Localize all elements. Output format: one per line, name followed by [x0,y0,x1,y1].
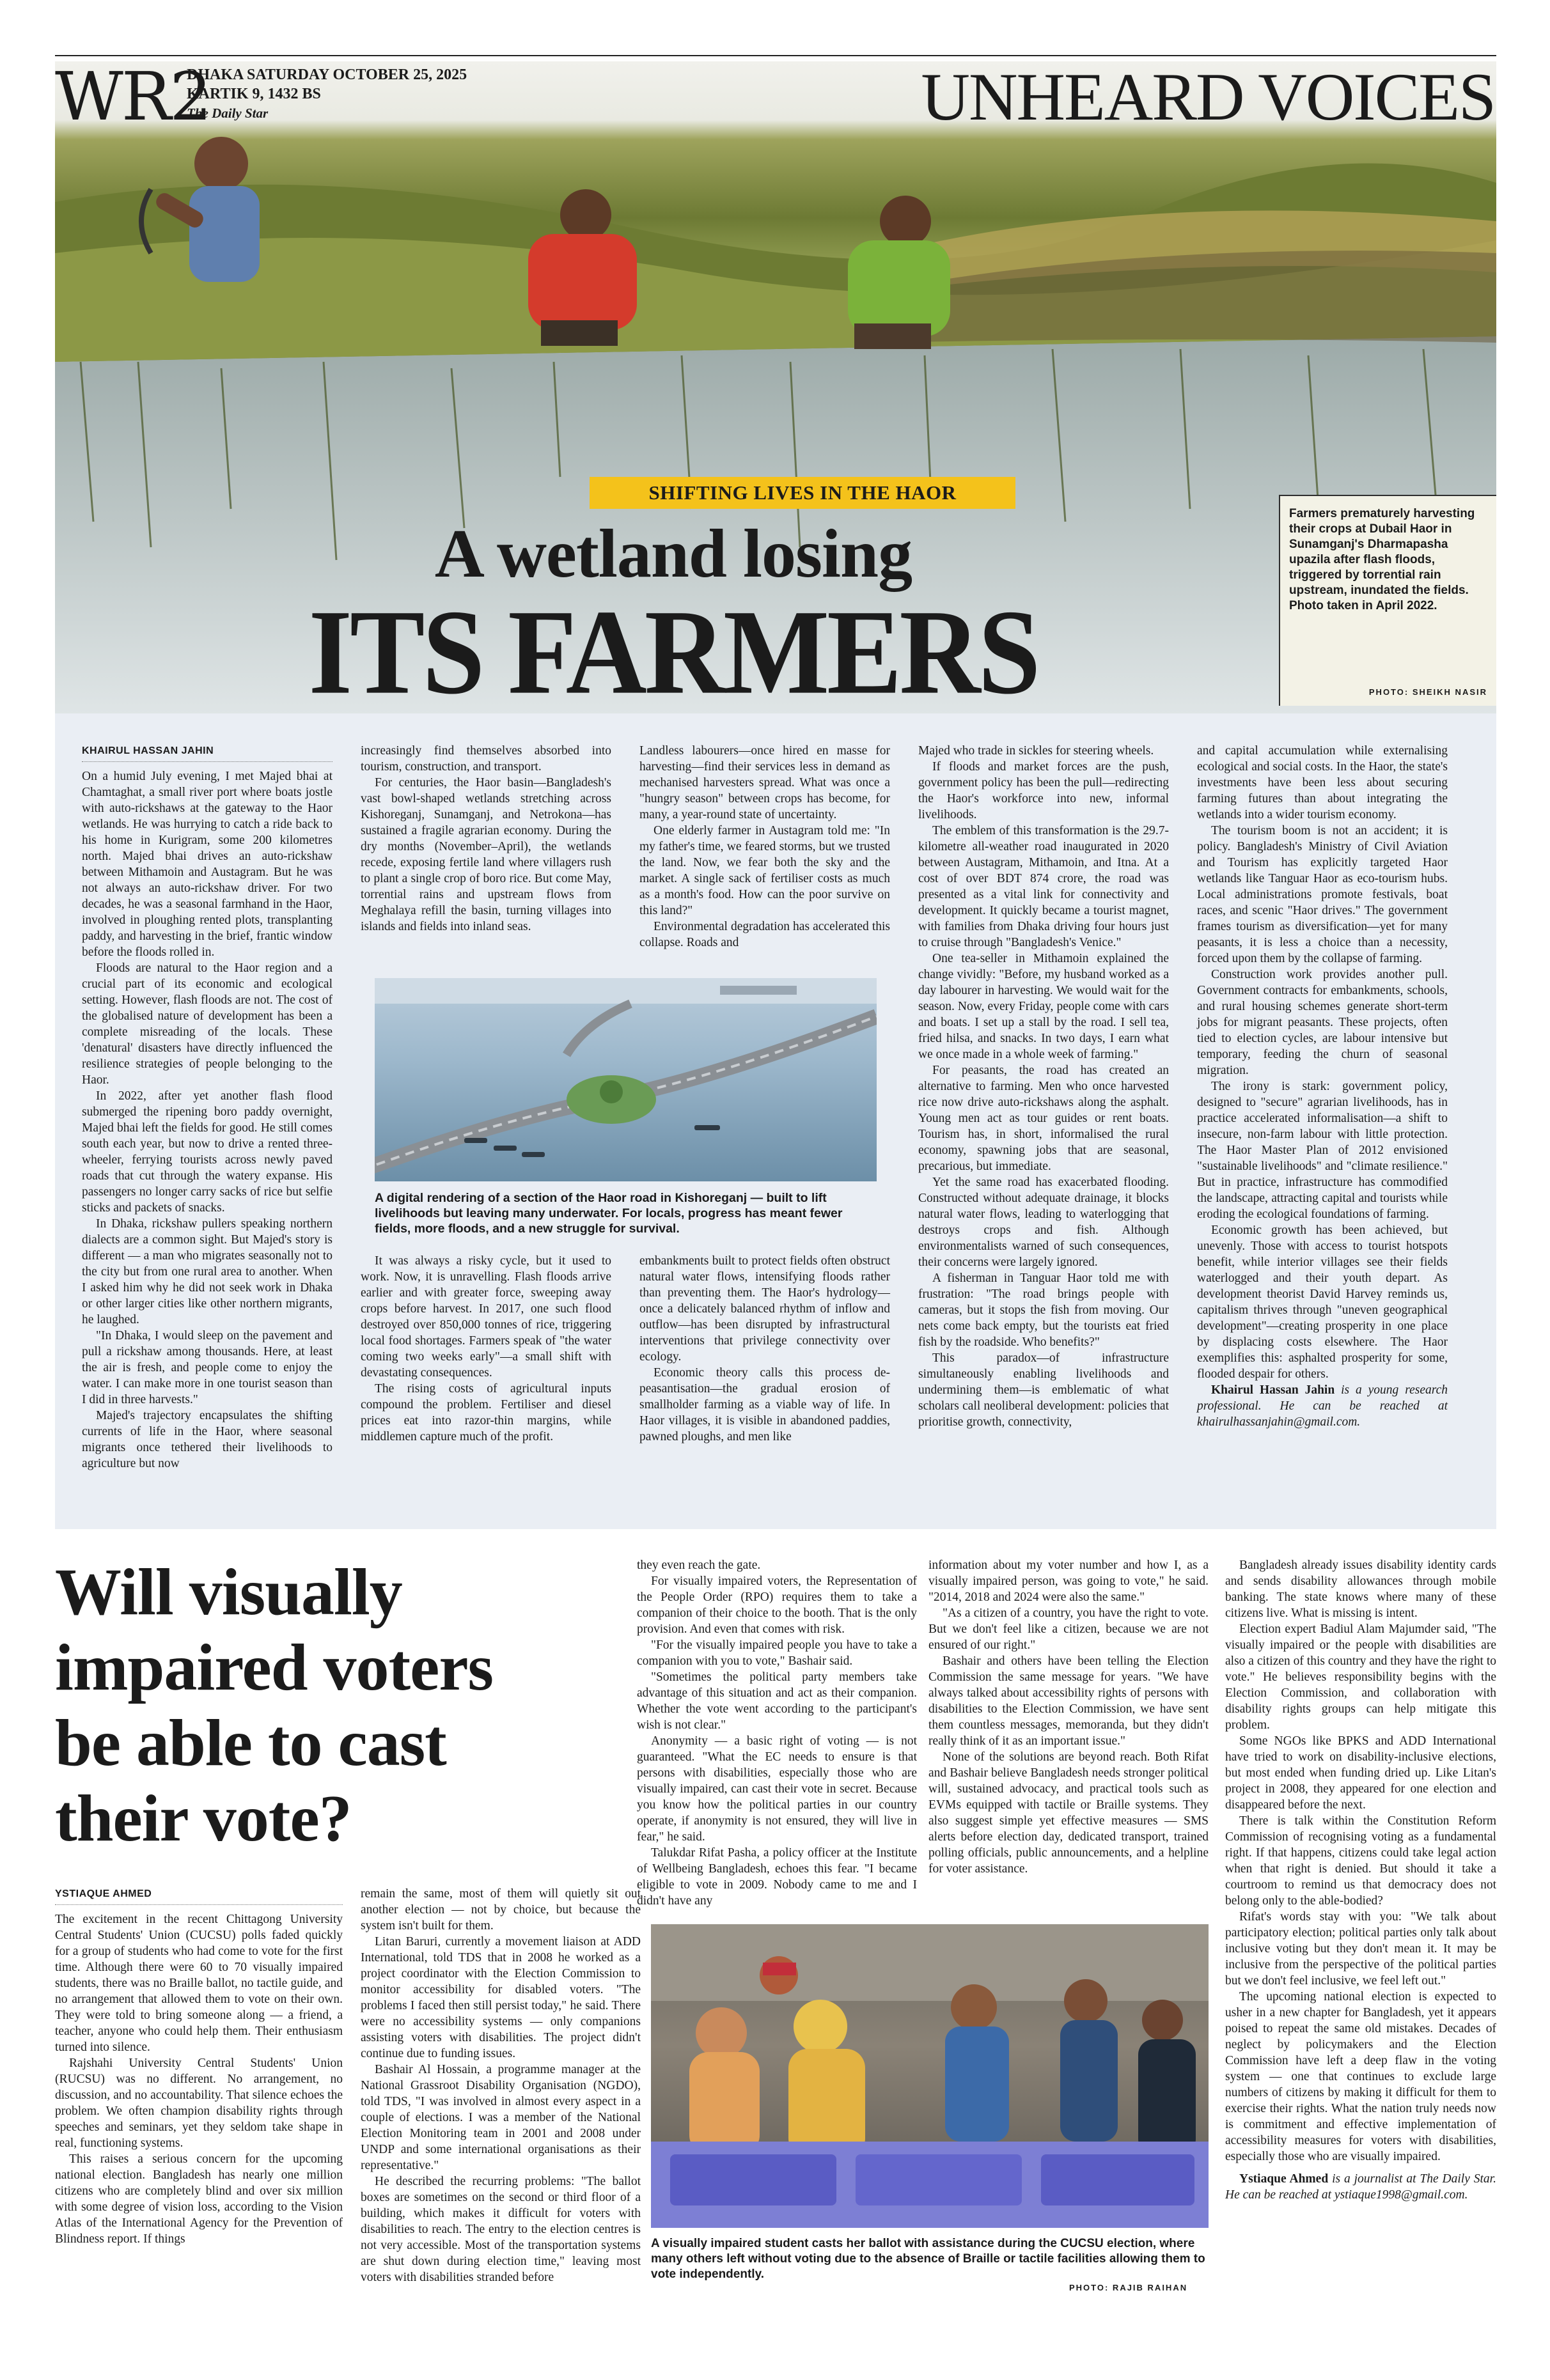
paragraph: they even reach the gate. [637,1559,761,1572]
paragraph: A fisherman in Tanguar Haor told me with frustration: "The road brings people with cameras, but it stops the fish from moving. Our nets come back empty, but the tourists eat fried fish by the roadside. Who benefits?" [918,1272,1169,1349]
a1-column-3-top [639,743,890,951]
paragraph: There is talk within the Constitution Reform Commission of recognising voting as a fundamental right. If that happens, citizens could take legal action when that right is denied. But should it take a courtroom to remind us that democracy does not belong only to the able-bodied? [1225,1814,1496,1908]
paragraph: increasingly find themselves absorbed into tourism, construction, and transport. [361,744,611,774]
author-contact: is a journalist at The Daily Star. He can be reached at ystiaque1998@gmail.com. [1225,2172,1496,2202]
article-haor [55,58,1496,1529]
a1-column-5 [1197,743,1448,1430]
headline-line: impaired voters [55,1631,493,1704]
author-name: Khairul Hassan Jahin [1211,1383,1335,1397]
paragraph: Environmental degradation has accelerated this collapse. Roads and [639,920,890,949]
paragraph: Some NGOs like BPKS and ADD International have tried to work on disability-inclusive elections, but most ended when funding dried up. Like Litan's project in 2008, they appeared for one election and disappeared before the next. [1225,1734,1496,1812]
paragraph: and capital accumulation while externalising ecological and social costs. In the Haor, the state's investments have been less about securing farming futures than about integrating the wetlands into a wider tourism economy. [1197,744,1448,821]
paragraph: "In Dhaka, I would sleep on the pavement and pull a rickshaw among thousands. Here, at least the air is fresh, and people come to enjoy the water. I can make more in one tourist season than I did in three harvests." [82,1329,333,1406]
paragraph: Bashair and others have been telling the Election Commission the same message for years. "We have always talked about accessibility rights of persons with disabilities to the Election Commission, we have sent them countless messages, memoranda, but they didn't really think of it as an important issue." [928,1654,1209,1748]
headline [55,1555,630,1856]
paragraph: He described the recurring problems: "The ballot boxes are sometimes on the second or third floor of a building, which makes it difficult for voters with disabilities to reach. The entry to the election centres is not very accessible. Most of the transportation systems are shut down during election time," leaving most voters with disabilities stranded before [361,2175,641,2284]
paragraph: remain the same, most of them will quietly sit out another election — not by choice, but because the system isn't built for them. [361,1887,641,1933]
paragraph: Economic growth has been achieved, but unevenly. Those with access to tourist hotspots benefit, while interior villages see their fields waterlogged and their youth depart. As development theorist David Harvey reminds us, capitalism thrives through "uneven geographical development"—creating prosperity in one place by displacing costs elsewhere. The Haor exemplifies this: asphalted prosperity for some, flooded despair for others. [1197,1224,1448,1381]
paragraph: Anonymity — a basic right of voting — is not guaranteed. "What the EC needs to ensure is that persons with disabilities, especially those who are visually impaired, can cast their vote in secret. Because you know how the political parties in our country operate, if anonymity is not ensured, they will live in fear," he said. [637,1734,917,1844]
farmer-right [848,196,950,349]
dateline: DHAKA SATURDAY OCTOBER 25, 2025 [187,66,467,83]
paragraph: If floods and market forces are the push, government policy has been the pull—redirecting the Haor's workforce into new, informal livelihoods. [918,760,1169,821]
paragraph: information about my voter number and how I, as a visually impaired person, was going to vote," he said. "2014, 2018 and 2024 were also the same." [928,1559,1209,1604]
road-rendering [375,978,877,1181]
paragraph: For visually impaired voters, the Representation of the People Order (RPO) requires them to take a companion of their choice to the booth. That is the only provision. And even that comes with risk. [637,1575,917,1636]
paragraph: Bashair Al Hossain, a programme manager at the National Grassroot Disability Organisation (NGDO), told TDS, "I was involved in almost every aspect in a couple of elections. I was a member of the National Election Monitoring team in 2001 and 2008 under UNDP and some international organisations as their representative." [361,2063,641,2172]
voting-photo-illustration [651,1924,1209,2228]
page-code: WR2 [55,58,210,136]
paragraph: "For the visually impaired people you have to take a companion with you to vote," Bashair said. [637,1638,917,1668]
kicker-text: SHIFTING LIVES IN THE HAOR [648,481,957,504]
paragraph: This raises a serious concern for the upcoming national election. Bangladesh has nearly one million citizens who are completely blind and over six million with some degree of vision loss, according to the Vision Atlas of the International Agency for the Prevention of Blindness report. If things [55,2152,343,2246]
paper-logo: The Daily Star [187,105,269,121]
paragraph: Rajshahi University Central Students' Union (RUCSU) was no different. No arrangement, no discussion, and no accountability. That silence echoes the problem. We often champion disability rights through speeches and seminars, yet they seldom take shape in real, functioning systems. [55,2057,343,2150]
paragraph: Talukdar Rifat Pasha, a policy officer at the Institute of Wellbeing Bangladesh, echoes this fear. "I became eligible to vote in 2009. Nobody came to me and I didn't have any [637,1846,917,1908]
author-bio [1225,2171,1496,2203]
a1-column-2-bottom [361,1253,611,1445]
paragraph: Landless labourers—once hired en masse for harvesting—find their services less in demand as mechanised harvesters spread. What was once a "hungry season" between crops has become, for many, a year-round state of uncertainty. [639,744,890,821]
headline-line: Will visually [55,1555,402,1629]
paragraph: Litan Baruri, currently a movement liaison at ADD International, told TDS that in 2008 he worked as a project coordinator with the Election Commission to monitor accessibility for disabled voters. "The problems I faced then still persist today," he said. There were no accessibility systems — only companions assisting voters with disabilities. The project didn't continue due to funding issues. [361,1935,641,2060]
paragraph: It was always a risky cycle, but it used to work. Now, it is unravelling. Flash floods arrive earlier and with greater force, sweeping away crops before harvest. In 2017, one such flood destroyed over 850,000 tonnes of rice, triggering local food shortages. Farmers speak of "the water coming two weeks early"—a small shift with devastating consequences. [361,1254,611,1380]
paragraph: This paradox—of infrastructure simultaneously enabling livelihoods and undermining them—is emblematic of what scholars call neoliberal development: policies that prioritise growth, connectivity, [918,1351,1169,1429]
a1-column-1 [82,743,333,1472]
author-contact: is a young research professional. He can be reached at khairulhassanjahin@gmail.com. [1197,1383,1448,1429]
a2-column-1 [55,1886,343,2247]
kicker-badge [590,477,1015,509]
photo-credit: PHOTO: SHEIKH NASIR [1368,687,1487,697]
headline-line-1: A wetland losing [434,516,912,592]
a1-column-4 [918,743,1169,1430]
paragraph: In Dhaka, rickshaw pullers speaking northern dialects are a common sight. But Majed's story is different — a man who migrates seasonally not to the city but from one rural area to another. When I asked him why he did not seek work in Dhaka or other larger cities like other northern migrants, he laughed. [82,1217,333,1326]
paragraph: Election expert Badiul Alam Majumder said, "The visually impaired or the people with disabilities are also a citizen of this country and they have the right to vote." He believes responsibility begins with the Election Commission, and collaboration with disability rights groups can help mitigate this problem. [1225,1622,1497,1732]
paragraph: On a humid July evening, I met Majed bhai at Chamtaghat, a small river port where boats jostle with auto-rickshaws at the gateway to the Haor wetlands. He was hurrying to catch a ride back to his home in Kurigram, some 200 kilometres north. Majed bhai drives an auto-rickshaw between Mithamoin and Austagram. But he was not always an auto-rickshaw driver. For two decades, he was a seasonal farmhand in the Haor, involved in ploughing rented plots, transplanting paddy, and harvesting in the brief, frantic window before the floods rolled in. [82,770,333,959]
paragraph: The irony is stark: government policy, designed to "secure" agrarian livelihoods, has in practice accelerated informalisation—a shift to insecure, non-farm labour with little protection. The Haor Master Plan of 2012 envisioned "sustainable livelihoods" and "climate resilience." But in practice, infrastructure has commodified the landscape, attracting capital and tourists while eroding the ecological foundations of farming. [1197,1080,1448,1221]
voting-photo-caption: A visually impaired student casts her ballot with assistance during the CUCSU election, where many others left without voting due to the absence of Braille or tactile facilities allowing them to vote independently. [651,2237,1205,2281]
headline-line: be able to cast [55,1706,446,1780]
bengali-date: KARTIK 9, 1432 BS [187,86,321,102]
voting-photo-credit: PHOTO: RAJIB RAIHAN [1069,2283,1188,2292]
a1-column-2-top [361,743,611,935]
section-title: UNHEARD VOICES [921,59,1495,134]
photo-caption-box [1279,495,1496,706]
paragraph: The emblem of this transformation is the 29.7-kilometre all-weather road inaugurated in 2020 between Austagram, Mithamoin, and Itna. At a cost of over BDT 874 crore, the road was presented as a vital link for connectivity and development. It quickly became a tourist magnet, with families from Dhaka driving four hours just to cruise through "Bangladesh's Venice." [918,824,1169,949]
paragraph: For centuries, the Haor basin—Bangladesh's vast bowl-shaped wetlands stretching across Kishoreganj, Sunamganj, and Netrokona—has sustained a fragile agrarian economy. During the dry months (November–April), the wetlands recede, exposing fertile land where villagers rush to plant a single crop of boro rice. But come May, torrential rains and upstream flows from Meghalaya refill the basin, turning villages into islands and fields into inland seas. [361,776,611,933]
headline-line-2: ITS FARMERS [308,585,1038,720]
a2-column-5 [1225,1557,1496,2203]
inset-photo [375,978,877,1181]
headline-line: their vote? [55,1782,352,1855]
byline: KHAIRUL HASSAN JAHIN [82,743,333,762]
paragraph: Bangladesh already issues disability identity cards and sends disability allowances through mobile banking. The state knows where many of these citizens live. What is missing is intent. [1225,1559,1496,1620]
paragraph: Floods are natural to the Haor region and a crucial part of its economic and ecological setting. However, flash floods are not. The cost of the globalised nature of development has been a complete misreading of the locals. These 'denatural' disasters have directly influenced the resilience strategies of people belonging to the Haor. [82,961,333,1087]
paragraph: In 2022, after yet another flash flood submerged the ripening boro paddy overnight, Majed bhai left the fields for good. He still comes south each year, but now to drive a rented three-wheeler, ferrying tourists across newly paved roads that cut through the watery expanse. His passengers no longer carry sacks of rice but selfie sticks and packets of snacks. [82,1089,333,1215]
paragraph: One elderly farmer in Austagram told me: "In my father's time, we feared storms, but we trusted the land. Now, we fear both the sky and the market. A single sack of fertiliser costs as much as a month's food. How can the poor survive on this land?" [639,824,890,917]
top-rule [55,55,1496,56]
paragraph: The excitement in the recent Chittagong University Central Students' Union (CUCSU) polls faded quickly for a group of students who had come to vote for the first time. Although there were 60 to 70 visually impaired students, there was no Braille ballot, no tactile guide, and no arrangement that allowed them to vote on their own. They were told to bring someone along — a friend, a teacher, anyone who could help them. Their enthusiasm turned into silence. [55,1913,343,2054]
voting-photo [651,1924,1209,2228]
paragraph: Majed's trajectory encapsulates the shifting currents of life in the Haor, where seasonal migrants once tethered their livelihoods to agriculture but now [82,1409,333,1470]
paragraph: The upcoming national election is expected to usher in a new chapter for Bangladesh, yet it appears poised to repeat the same old mistakes. Decades of neglect by policymakers and the Election Commission have left a deep flaw in the voting system — one that continues to exclude large numbers of citizens by making it difficult for them to exercise their rights. What the nation truly needs now is commitment and effective implementation of accessibility measures for voters with disabilities, especially those who are visually impaired. [1225,1990,1496,2163]
photo-caption: Farmers prematurely harvesting their crops at Dubail Haor in Sunamganj's Dharmapasha upazila after flash floods, triggered by torrential rain upstream, inundated the fields. Photo taken in April 2022. [1289,507,1475,612]
paragraph: Yet the same road has exacerbated flooding. Constructed without adequate drainage, it blocks natural water flows, leading to waterlogging that destroys crops and fish. Although environmentalists warned of such consequences, their concerns were largely ignored. [918,1176,1169,1269]
a2-column-4 [928,1557,1209,1877]
paragraph: The tourism boom is not an accident; it is policy. Bangladesh's Ministry of Civil Aviation and Tourism has explicitly targeted Haor wetlands like Tanguar Haor as eco-tourism hubs. Local administrations promote festivals, boat races, and scenic "Haor drives." The government frames tourism as diversification—yet for many peasants, it is less a choice than a necessity, forced upon them by the collapse of farming. [1197,824,1448,965]
article-voters [55,1541,1496,2365]
byline: YSTIAQUE AHMED [55,1886,343,1905]
author-bio [1197,1382,1448,1430]
author-name: Ystiaque Ahmed [1239,2172,1329,2186]
paragraph: "As a citizen of a country, you have the right to vote. But we don't feel like a citizen, because we are not ensured of our right." [928,1606,1209,1652]
paragraph: Majed who trade in sickles for steering wheels. [918,744,1154,758]
paragraph: embankments built to protect fields often obstruct natural water flows, intensifying floods rather than preventing them. The Haor's hydrology—once a delicately balanced rhythm of inflow and outflow—has been disrupted by infrastructural interventions that privilege connectivity over ecology. [639,1254,890,1364]
paragraph: Rifat's words stay with you: "We talk about participatory election; political parties only talk about inclusive voting but they don't mean it. It may be inclusive from the perspective of the political parties but we don't feel inclusive, we feel left out." [1225,1910,1496,1987]
paragraph: Construction work provides another pull. Government contracts for embankments, schools, and rural housing schemes generate short-term jobs for migrant peasants. These projects, often tied to election cycles, are labour intensive but temporary, feeding the churn of seasonal migration. [1197,968,1448,1077]
paragraph: "Sometimes the political party members take advantage of this situation and act as their companion. Whether the vote went according to the participant's wish is not clear." [637,1670,917,1732]
a2-column-3 [637,1557,917,1909]
a1-column-3-bottom [639,1253,890,1445]
paragraph: None of the solutions are beyond reach. Both Rifat and Bashair believe Bangladesh needs stronger political will, sustained advocacy, and practical tools such as EVMs equipped with tactile or Braille systems. They also suggest simple yet effective measures — SMS alerts before election day, dedicated transport, trained polling officials, public announcements, and a helpline for voter assistance. [928,1750,1209,1876]
paragraph: One tea-seller in Mithamoin explained the change vividly: "Before, my husband worked as a day labourer in harvesting. We would wait for the season. Now, every Friday, people come with cars and boats. I set up a stall by the road. I sell tea, fried hilsa, and snacks. In two days, I earn what we once made in a whole week of farming." [918,952,1169,1061]
inset-caption: A digital rendering of a section of the Haor road in Kishoreganj — built to lift livelihoods but leaving many underwater. For locals, progress has meant fewer fields, more floods, and a new struggle for survival. [375,1191,843,1236]
paragraph: For peasants, the road has created an alternative to farming. Men who once harvested rice now drive auto-rickshaws along the asphalt. Young men act as tour guides or rent boats. Tourism has, in short, informalised the rural economy, spawning jobs that are seasonal, precarious, but immediate. [918,1064,1169,1173]
a2-column-2 [361,1886,641,2285]
paragraph: The rising costs of agricultural inputs compound the problem. Fertiliser and diesel prices eat into razor-thin margins, while middlemen capture much of the profit. [361,1382,611,1443]
paragraph: Economic theory calls this process de-peasantisation—the gradual erosion of smallholder farming as a viable way of life. In Haor villages, it is visible in abandoned paddies, pawned ploughs, and men like [639,1366,890,1443]
